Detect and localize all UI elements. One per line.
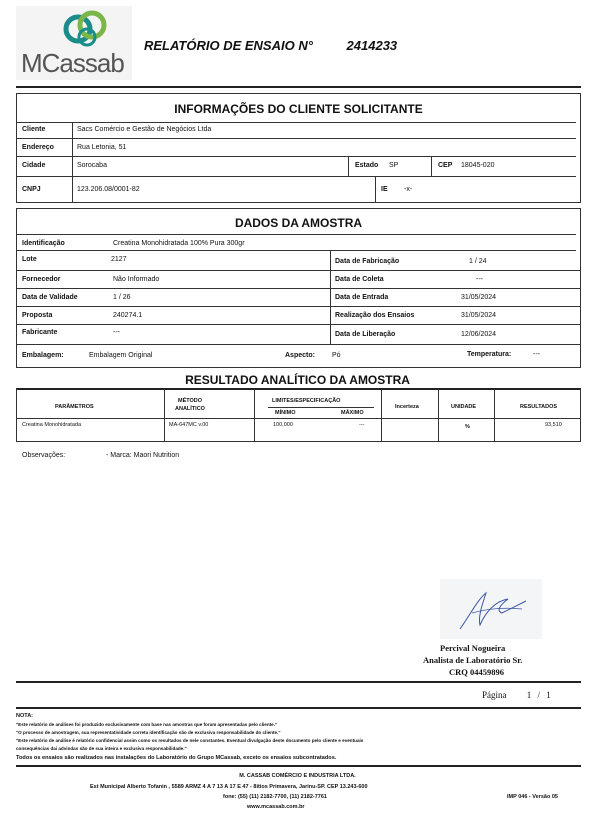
entrada-label: Data de Entrada [335, 294, 389, 301]
footer-phone: fone: (55) (11) 2182-7700, (11) 2182-7761 [223, 794, 327, 800]
client-section-title: INFORMAÇÕES DO CLIENTE SOLICITANTE [174, 102, 423, 116]
col-limites: LIMITES/ESPECIFICAÇÃO [272, 398, 341, 404]
estado-value: SP [389, 162, 399, 169]
lote-value: 2127 [111, 256, 127, 263]
pagination [482, 690, 551, 701]
embalagem-label: Embalagem: [22, 352, 64, 359]
notes-divider [16, 765, 581, 767]
coleta-label: Data de Coleta [335, 276, 384, 283]
embalagem-value: Embalagem Original [89, 352, 153, 359]
fabricacao-label: Data de Fabricação [335, 258, 400, 265]
col-unidade: UNIDADE [451, 404, 477, 410]
proposta-label: Proposta [22, 312, 53, 319]
endereco-label: Endereço [22, 144, 54, 151]
notes-line-4: consequências dai advindas são de sua inteira e exclusiva responsabilidade." [16, 746, 187, 751]
identificacao-value: Creatina Monohidratada 100% Pura 300gr [113, 240, 245, 247]
coleta-value: --- [476, 276, 483, 283]
proposta-value: 240274.1 [113, 312, 143, 319]
row-maximo: --- [359, 422, 365, 428]
temperatura-value: --- [533, 351, 540, 358]
entrada-value: 31/05/2024 [461, 294, 497, 301]
row-minimo: 100,000 [273, 422, 293, 428]
fabricacao-value: 1 / 24 [469, 258, 487, 265]
col-parametros: PARÂMETROS [55, 404, 94, 410]
sample-section-title: DADOS DA AMOSTRA [234, 216, 363, 230]
brand-name: MCassab [21, 48, 124, 78]
header-divider [16, 86, 581, 88]
fabricante-value: --- [113, 329, 120, 336]
row-resultado: 93,510 [545, 422, 562, 428]
footer-website[interactable]: www.mcassab.com.br [247, 804, 305, 810]
notes-title: NOTA: [16, 713, 34, 719]
col-metodo-1: MÉTODO [178, 398, 203, 404]
report-number: 2414233 [346, 38, 398, 53]
signature-scribble-icon [452, 585, 532, 635]
col-incerteza: Incerteza [395, 404, 419, 410]
observacoes-label: Observações: [22, 452, 66, 459]
footer-company: M. CASSAB COMÉRCIO E INDUSTRIA LTDA. [239, 773, 356, 779]
row-metodo: MA-647MC v.00 [169, 422, 209, 428]
estado-label: Estado [355, 162, 379, 169]
pagination-bottom-divider [16, 707, 581, 709]
row-parametro: Creatina Monohidratada [22, 422, 82, 428]
pagination-label: Página [482, 690, 507, 700]
identificacao-label: Identificação [22, 240, 65, 247]
ie-value: -x- [404, 186, 413, 193]
signature-crq: CRQ 04459896 [449, 667, 505, 677]
col-resultados: RESULTADOS [520, 404, 558, 410]
liberacao-label: Data de Liberação [335, 331, 396, 338]
aspecto-value: Pó [332, 352, 341, 359]
results-section-title: RESULTADO ANALÍTICO DA AMOSTRA [185, 373, 410, 387]
cidade-value: Sorocaba [77, 162, 107, 169]
validade-value: 1 / 26 [113, 294, 131, 301]
company-logo [16, 6, 132, 80]
signature-area [440, 579, 542, 639]
ie-label: IE [381, 186, 388, 193]
realizacao-label: Realização dos Ensaios [335, 312, 415, 319]
pagination-separator: / [537, 690, 541, 700]
pagination-top-divider [16, 681, 581, 683]
realizacao-value: 31/05/2024 [461, 312, 497, 319]
report-title: RELATÓRIO DE ENSAIO N° [144, 38, 313, 53]
cidade-label: Cidade [22, 162, 46, 169]
footer-form-code: IMP 046 - Versão 05 [507, 794, 558, 800]
fornecedor-label: Fornecedor [22, 276, 61, 283]
cliente-value: Sacs Comércio e Gestão de Negócios Ltda [77, 126, 212, 133]
liberacao-value: 12/06/2024 [461, 331, 497, 338]
cnpj-value: 123.206.08/0001-82 [77, 186, 140, 193]
cliente-label: Cliente [22, 126, 46, 133]
notes-line-1: "Este relatório de análises foi produzido exclusivamente com base nas amostras que foram apresentadas pelo cliente." [16, 722, 278, 727]
col-metodo-2: ANALÍTICO [175, 406, 205, 412]
pagination-current: 1 [526, 690, 532, 700]
observacoes-value: - Marca: Maori Nutrition [106, 452, 180, 459]
notes-line-2: "O processo de amostragem, sua representatividade correta identificação são de exclusiva responsabilidade do cliente." [16, 730, 281, 735]
fabricante-label: Fabricante [22, 329, 58, 336]
row-unidade: % [465, 424, 470, 430]
validade-label: Data de Validade [22, 294, 78, 301]
endereco-value: Rua Letonia, 51 [77, 144, 127, 151]
fornecedor-value: Não Informado [113, 276, 160, 283]
pagination-total: 1 [546, 690, 551, 700]
cnpj-label: CNPJ [22, 186, 41, 193]
signature-role: Analista de Laboratório Sr. [423, 655, 523, 665]
col-maximo: MÁXIMO [341, 410, 364, 416]
aspecto-label: Aspecto: [285, 352, 315, 359]
notes-line-5: Todos os ensaios são realizados nas instalações do Laboratório do Grupo MCassab, exceto os ensaios subcontratados. [16, 755, 337, 761]
logo-rings-icon [60, 9, 116, 49]
lote-label: Lote [22, 256, 37, 263]
signature-name: Percival Nogueira [440, 643, 506, 653]
footer-address: Est Municipal Alberto Tofanin , 5589 ARMZ 4 A 7 13 A 17 E 47 - 8ítios Primavera, Jarinu-SP. CEP 13.243-600 [90, 784, 368, 790]
temperatura-label: Temperatura: [467, 351, 512, 358]
notes-line-3: "Este relatório de análise é relatório confidencial assim como os resultados de nele constantes. Eventual divulgação deste documento pelo cliente e eventuais [16, 738, 364, 743]
cep-label: CEP [438, 162, 453, 169]
col-minimo: MÍNIMO [275, 410, 296, 416]
cep-value: 18045-020 [461, 162, 495, 169]
